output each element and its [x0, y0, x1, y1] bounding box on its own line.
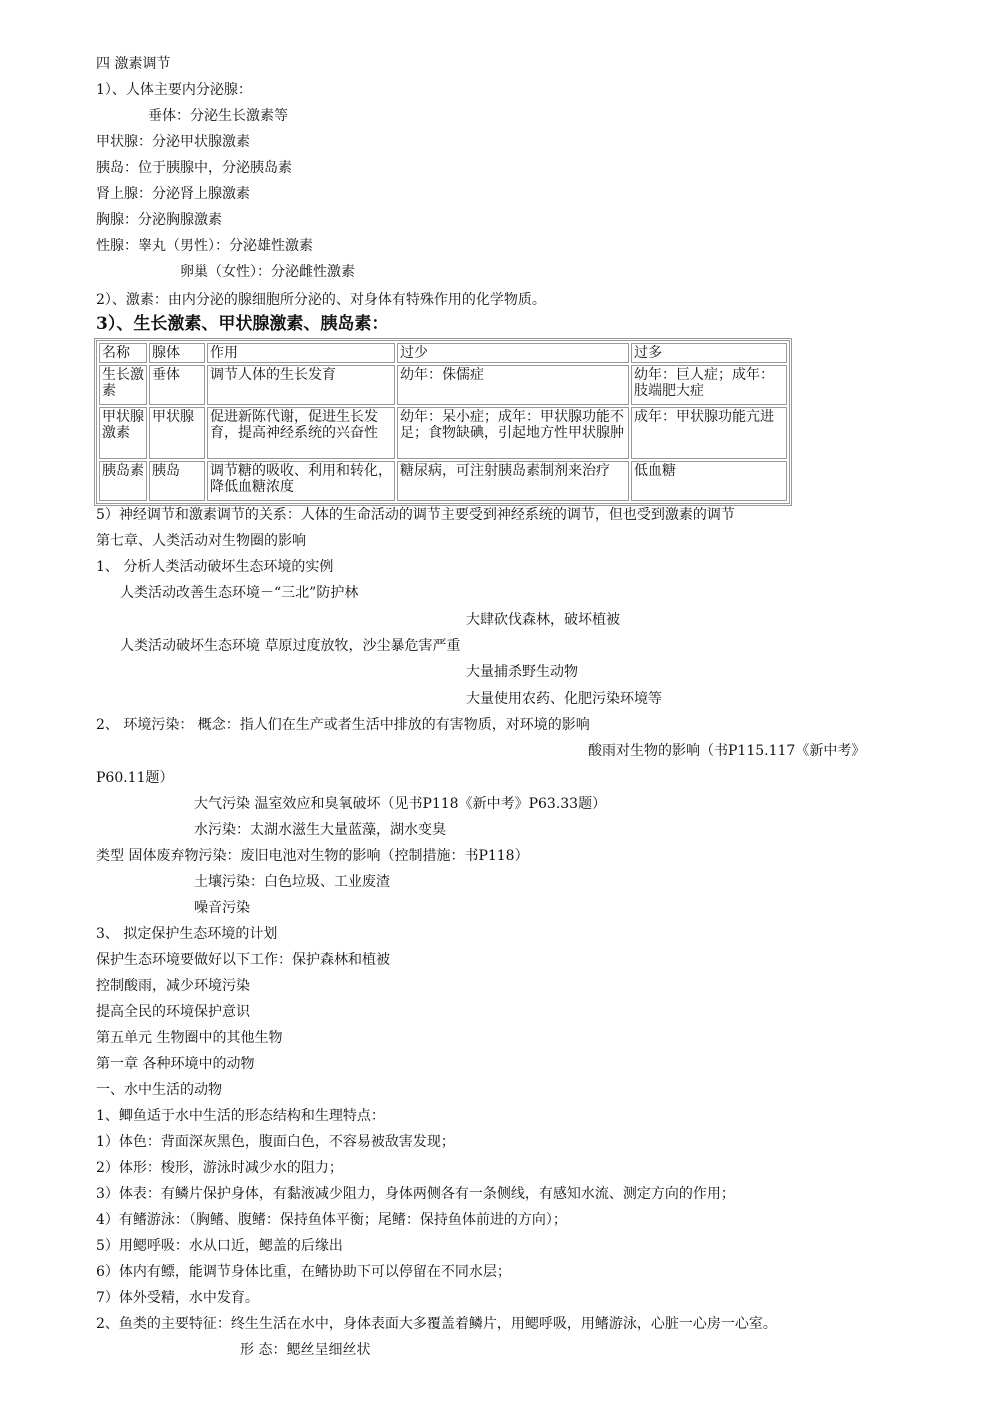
text-line: 形 态：鳃丝呈细丝状 [240, 1342, 371, 1358]
hormone-table [94, 338, 792, 506]
table-cell: 调节人体的生长发育 [207, 365, 395, 405]
text-line: 胰岛：位于胰腺中，分泌胰岛素 [96, 160, 292, 176]
table-cell: 促进新陈代谢，促进生长发育，提高神经系统的兴奋性 [207, 407, 395, 459]
table-header-cell: 腺体 [149, 343, 205, 363]
table-cell: 幼年：侏儒症 [397, 365, 629, 405]
table-cell: 成年：甲状腺功能亢进 [631, 407, 787, 459]
text-line: 控制酸雨，减少环境污染 [96, 978, 250, 994]
table-cell: 调节糖的吸收、利用和转化，降低血糖浓度 [207, 461, 395, 501]
text-line: 卵巢（女性）：分泌雌性激素 [180, 264, 355, 280]
text-line: P60.11题） [96, 770, 174, 786]
text-line: 2、 环境污染： 概念：指人们在生产或者生活中排放的有害物质，对环境的影响 [96, 717, 590, 733]
table-heading: 3）、生长激素、甲状腺激素、胰岛素： [96, 314, 389, 334]
table-cell: 生长激素 [99, 365, 147, 405]
text-line: 提高全民的环境保护意识 [96, 1004, 250, 1020]
table-header-cell: 过少 [397, 343, 629, 363]
text-line: 2、鱼类的主要特征：终生生活在水中，身体表面大多覆盖着鳞片，用鳃呼吸，用鳍游泳，心脏一心房一心室。 [96, 1316, 777, 1332]
text-line: 类型 固体废弃物污染：废旧电池对生物的影响（控制措施：书P118） [96, 848, 529, 864]
table-header-cell: 名称 [99, 343, 147, 363]
text-line: 第五单元 生物圈中的其他生物 [96, 1030, 283, 1046]
text-line: 3）体表：有鳞片保护身体，有黏液减少阻力，身体两侧各有一条侧线，有感知水流、测定方向的作用； [96, 1186, 735, 1202]
text-line: 大气污染 温室效应和臭氧破坏（见书P118《新中考》P63.33题） [194, 796, 607, 812]
text-line: 1、 分析人类活动破坏生态环境的实例 [96, 559, 334, 575]
text-line: 肾上腺：分泌肾上腺激素 [96, 186, 250, 202]
text-line: 3、 拟定保护生态环境的计划 [96, 926, 278, 942]
table-cell: 糖尿病，可注射胰岛素制剂来治疗 [397, 461, 629, 501]
text-line: 6）体内有鳔，能调节身体比重，在鳍协助下可以停留在不同水层； [96, 1264, 511, 1280]
text-line: 1）体色：背面深灰黑色，腹面白色，不容易被敌害发现； [96, 1134, 455, 1150]
text-line: 土壤污染：白色垃圾、工业废渣 [194, 874, 390, 890]
text-line: 人类活动破坏生态环境 草原过度放牧，沙尘暴危害严重 [120, 638, 461, 654]
text-line: 7）体外受精，水中发育。 [96, 1290, 259, 1306]
table-cell: 幼年：巨人症；成年：肢端肥大症 [631, 365, 787, 405]
text-line: 1）、人体主要内分泌腺： [96, 82, 252, 98]
text-line: 第一章 各种环境中的动物 [96, 1056, 255, 1072]
text-line: 大肆砍伐森林，破坏植被 [466, 612, 620, 628]
text-line: 人类活动改善生态环境－“三北”防护林 [120, 585, 359, 601]
text-line: 第七章、人类活动对生物圈的影响 [96, 533, 306, 549]
table-cell: 胰岛 [149, 461, 205, 501]
text-line: 5）用鳃呼吸：水从口近，鳃盖的后缘出 [96, 1238, 343, 1254]
text-line: 保护生态环境要做好以下工作：保护森林和植被 [96, 952, 390, 968]
text-line: 一、水中生活的动物 [96, 1082, 222, 1098]
table-cell: 胰岛素 [99, 461, 147, 501]
text-line: 噪音污染 [194, 900, 250, 916]
text-line: 大量捕杀野生动物 [466, 664, 578, 680]
text-line: 酸雨对生物的影响（书P115.117《新中考》 [588, 743, 866, 759]
text-line: 胸腺：分泌胸腺激素 [96, 212, 222, 228]
text-line: 大量使用农药、化肥污染环境等 [466, 691, 662, 707]
text-line: 5）神经调节和激素调节的关系：人体的生命活动的调节主要受到神经系统的调节，但也受到激素的调节 [96, 507, 735, 523]
table-cell: 甲状腺 [149, 407, 205, 459]
table-cell: 幼年：呆小症；成年：甲状腺功能不足；食物缺碘，引起地方性甲状腺肿 [397, 407, 629, 459]
text-line: 水污染：太湖水滋生大量蓝藻，湖水变臭 [194, 822, 446, 838]
table-cell: 甲状腺激素 [99, 407, 147, 459]
text-line: 2）体形：梭形，游泳时减少水的阻力； [96, 1160, 343, 1176]
text-line: 性腺：睾丸（男性）：分泌雄性激素 [96, 238, 313, 254]
table-header-cell: 过多 [631, 343, 787, 363]
text-line: 甲状腺：分泌甲状腺激素 [96, 134, 250, 150]
table-cell: 低血糖 [631, 461, 787, 501]
text-line: 2）、激素：由内分泌的腺细胞所分泌的、对身体有特殊作用的化学物质。 [96, 292, 546, 308]
text-line: 四 激素调节 [96, 56, 171, 72]
table-row [99, 365, 787, 405]
text-line: 垂体：分泌生长激素等 [148, 108, 288, 124]
table-row [99, 461, 787, 501]
table-header-cell: 作用 [207, 343, 395, 363]
table-header-row [99, 343, 787, 363]
text-line: 4）有鳍游泳：（胸鳍、腹鳍：保持鱼体平衡；尾鳍：保持鱼体前进的方向）； [96, 1212, 567, 1228]
table-cell: 垂体 [149, 365, 205, 405]
table-row [99, 407, 787, 459]
text-line: 1、鲫鱼适于水中生活的形态结构和生理特点： [96, 1108, 385, 1124]
